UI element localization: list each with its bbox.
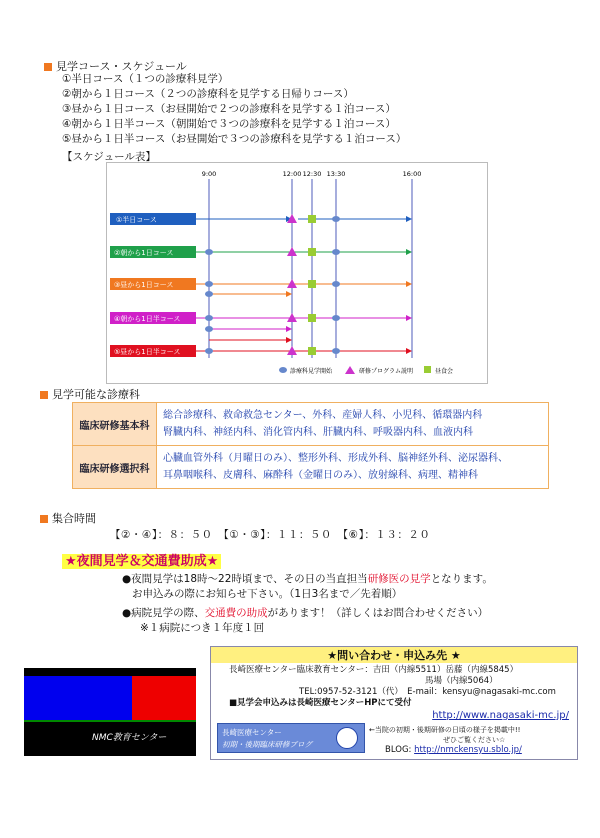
time-label: 13:30	[326, 170, 346, 178]
lunch-marker-icon	[308, 215, 316, 223]
night-line: ※１病院につき１年度１回	[140, 622, 265, 634]
lunch-marker-icon	[308, 314, 316, 322]
start-marker-icon	[205, 291, 213, 297]
contact-line: ■見学会申込みは長崎医療センターHPにて受付	[229, 698, 412, 708]
legend-label: 昼食会	[435, 368, 454, 375]
start-marker-icon	[332, 216, 340, 222]
course-row-label: ④朝から1日半コース	[114, 315, 181, 323]
start-marker-icon	[205, 326, 213, 332]
night-line: ●病院見学の際、交通費の助成があります！（詳しくはお問合わせください）	[122, 607, 489, 619]
night-line: お申込みの際にお知らせ下さい。（1日3名まで／先着順）	[132, 588, 403, 600]
start-marker-icon	[332, 315, 340, 321]
legend-start-icon	[279, 367, 287, 373]
time-label: 9:00	[201, 170, 217, 178]
dept-list	[157, 403, 549, 446]
legend-lunch-icon	[424, 366, 431, 373]
course-item: ④朝から１日半コース（朝開始で３つの診療科を見学する１泊コース）	[62, 118, 396, 130]
course-list	[62, 72, 406, 147]
dept-line: 腎臓内科、神経内科、消化管内科、肝臓内科、呼吸器内科、血液内科	[163, 427, 473, 438]
logo-red-block	[132, 676, 196, 720]
contact-box	[210, 646, 578, 760]
contact-line: TEL:0957-52-3121（代） E-mail：kensyu@nagasaki-mc.com	[299, 687, 556, 697]
contact-details	[211, 663, 577, 709]
contact-title: ★問い合わせ・申込み先 ★	[211, 647, 577, 663]
time-label: 16:00	[402, 170, 422, 178]
course-item: ②朝から１日コース（２つの診療科を見学する日帰りコース）	[62, 88, 354, 100]
start-marker-icon	[205, 348, 213, 354]
course-row-label: ⑤昼から1日半コース	[114, 348, 181, 356]
start-marker-icon	[332, 249, 340, 255]
logo-blue-block	[24, 676, 132, 720]
course-item: ①半日コース（１つの診療科見学）	[62, 73, 229, 85]
course-item: ⑤昼から１日半コース（お昼開始で３つの診療科を見学する１泊コース）	[62, 133, 407, 145]
dept-line: 耳鼻咽喉科、皮膚科、麻酔科（金曜日のみ）、放射線科、病理、精神科	[163, 470, 478, 481]
dept-category: 臨床研修選択科	[73, 446, 157, 489]
table-row	[73, 403, 549, 446]
banner-line: 初期・後期臨床研修ブログ	[222, 740, 312, 749]
legend-label: 診療科見学開始	[290, 368, 333, 375]
course-row-label: ③昼から1日コース	[114, 281, 174, 289]
orange-square-icon	[40, 515, 48, 523]
blog-note: ぜひご覧ください☆	[443, 736, 506, 744]
logo-green-stripe	[24, 720, 196, 722]
night-details	[122, 572, 493, 636]
contact-line: 馬場（内線5064）	[425, 676, 498, 686]
course-row-label: ①半日コース	[116, 216, 157, 224]
banner-line: 長崎医療センター	[222, 728, 282, 737]
website-link[interactable]: http://www.nagasaki-mc.jp/	[432, 710, 569, 721]
mascot-icon	[336, 727, 358, 749]
dept-category: 臨床研修基本科	[73, 403, 157, 446]
orange-square-icon	[40, 391, 48, 399]
start-marker-icon	[205, 249, 213, 255]
blog-banner[interactable]	[217, 723, 365, 753]
lunch-marker-icon	[308, 347, 316, 355]
start-marker-icon	[332, 281, 340, 287]
night-line: ●夜間見学は18時～22時頃まで、その日の当直担当研修医の見学となります。	[122, 573, 493, 585]
website-link-wrap	[432, 710, 569, 721]
meeting-times: 【②・④】：８：５０ 【①・③】：１１：５０ 【⑥】：１３：２０	[110, 529, 431, 541]
course-item: ③昼から１日コース（お昼開始で２つの診療科を見学する１泊コース）	[62, 103, 396, 115]
course-row-label: ②朝から1日コース	[114, 249, 174, 257]
dept-list	[157, 446, 549, 489]
logo-text: NMC教育センター	[92, 733, 167, 743]
start-marker-icon	[205, 315, 213, 321]
schedule-diagram	[106, 162, 488, 384]
start-marker-icon	[205, 281, 213, 287]
legend-label: 研修プログラム説明	[359, 368, 413, 375]
orange-square-icon	[44, 63, 52, 71]
contact-line: 長崎医療センター臨床教育センター：吉田（内線5511）岳藤（内線5845）	[229, 665, 519, 675]
meet-section-title: 集合時間	[40, 510, 96, 526]
time-label: 12:30	[302, 170, 322, 178]
blog-note: ←当院の初期・後期研修の日頃の様子を掲載中!!	[369, 726, 521, 734]
lunch-marker-icon	[308, 280, 316, 288]
night-section	[62, 550, 221, 569]
tour-section-title: 見学コース・スケジュール	[44, 58, 187, 74]
dept-line: 心臓血管外科（月曜日のみ）、整形外科、形成外科、脳神経外科、泌尿器科、	[163, 453, 508, 464]
lunch-marker-icon	[308, 248, 316, 256]
blog-link-line: BLOG: http://nmckensyu.sblo.jp/	[385, 745, 522, 755]
blog-link[interactable]: http://nmckensyu.sblo.jp/	[414, 745, 522, 755]
depts-section-title: 見学可能な診療科	[40, 386, 140, 402]
nmc-logo	[24, 668, 196, 756]
departments-table	[72, 402, 549, 489]
blog-notes	[369, 725, 522, 755]
start-marker-icon	[332, 348, 340, 354]
table-row	[73, 446, 549, 489]
time-label: 12:00	[282, 170, 302, 178]
dept-line: 総合診療科、救命救急センター、外科、産婦人科、小児科、循環器内科	[163, 410, 483, 421]
night-title: ★夜間見学＆交通費助成★	[62, 554, 221, 569]
schedule-label: 【スケジュール表】	[62, 151, 156, 163]
